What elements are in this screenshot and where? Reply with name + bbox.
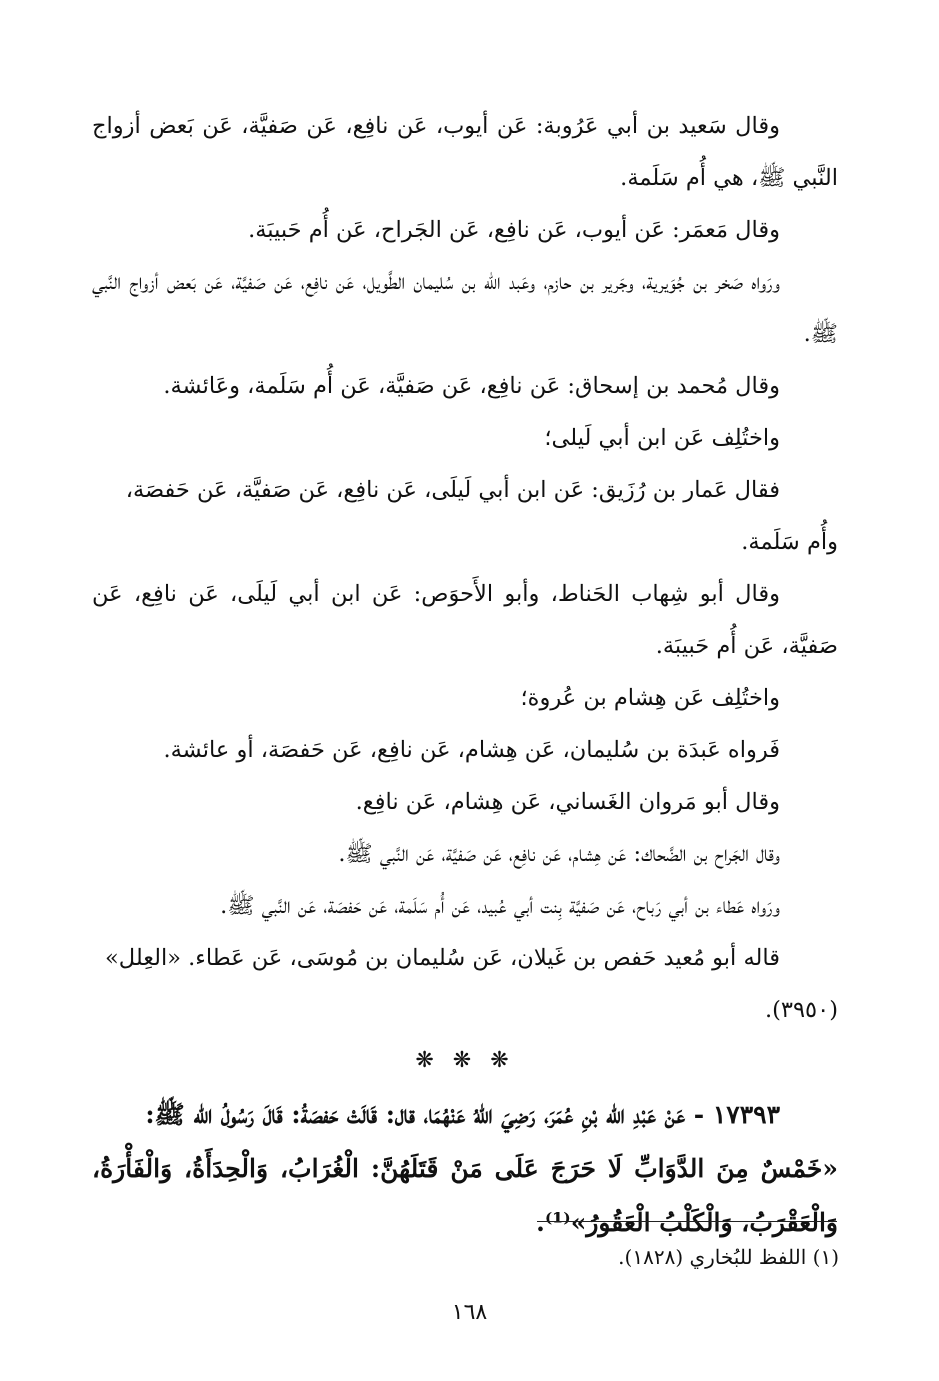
hadith-text: «خَمْسٌ مِنَ الدَّوَابِّ لَا حَرَجَ عَلَى مَنْ قَتَلَهُنَّ: الْغُرَابُ، وَالْحِدَأَةُ، وَالْفَأْرَةُ، وَالْعَقْرَبُ، وَالْكَلْبُ الْعَقُورُ»⁽¹⁾.: [92, 1154, 838, 1237]
paragraph-jarrah-ibn-dahhak: وقال الجَراح بن الضَّحاك: عَن هِشام، عَن نافِع، عَن صَفيَّة، عَن النَّبي ﷺ.: [338, 841, 780, 867]
hadith-dash: -: [693, 1100, 705, 1129]
hadith-intro: عَنْ عَبْدِ الله بْنِ عُمَرَ، رَضِيَ اللهُ عَنْهُمَا، قال: قَالَتْ حَفصَةُ: قَالَ رَسُولُ الله ﷺ:: [145, 1100, 686, 1129]
paragraph-abu-shihab: وقال أبو شِهاب الحَناط، وأبو الأَحوَص: عَن ابن أبي لَيلَى، عَن نافِع، عَن صَفيَّة، عَن أُم حَبيبَة.: [92, 581, 838, 659]
paragraph-saeed-ibn-abi-aruba: وقال سَعيد بن أبي عَرُوبة: عَن أيوب، عَن نافِع، عَن صَفيَّة، عَن بَعض أزواج النَّبي ﷺ، هي أُم سَلَمة.: [92, 113, 838, 191]
paragraph-ata-ibn-abi-rabah: ورَواه عَطاء بن أبي رَباح، عَن صَفيَّة بِنت أبي عُبيد، عَن أُم سَلَمة، عَن حَفصَة، عَن النَّبي ﷺ.: [220, 893, 780, 919]
section-separator: ❋ ❋ ❋: [415, 1048, 515, 1073]
footnote: (١) اللفظ للبُخاري (١٨٢٨).: [618, 1245, 839, 1269]
footnote-divider: [537, 1221, 837, 1222]
page-body: [92, 100, 838, 1250]
hadith-heading: [92, 1088, 838, 1142]
paragraph-abu-marwan: وقال أبو مَروان الغَساني، عَن هِشام، عَن نافِع.: [355, 789, 780, 815]
page-number: ١٦٨: [451, 1300, 488, 1325]
paragraph-sakhr-ibn-juwayriya: ورَواه صَخر بن جُوَيرية، وجَرير بن حازم، وعَبد الله بن سُليمان الطَّويل، عَن نافِع، عَن صَفيَّة، عَن بَعض أزواج النَّبي ﷺ.: [92, 269, 838, 347]
paragraph-ilal-reference: قاله أبو مُعيد حَفص بن غَيلان، عَن سُليمان بن مُوسَى، عَن عَطاء. «العِلل» (٣٩٥٠).: [105, 945, 838, 1023]
paragraph-muhammad-ibn-ishaq: وقال مُحمد بن إسحاق: عَن نافِع، عَن صَفيَّة، عَن أُم سَلَمة، وعَائشة.: [163, 373, 780, 399]
hadith-number: ١٧٣٩٣: [712, 1100, 780, 1129]
paragraph-ikhtilaf-hisham: واختُلِف عَن هِشام بن عُروة؛: [520, 685, 780, 711]
paragraph-ammar-ibn-ruzayq: فقال عَمار بن رُزَيق: عَن ابن أبي لَيلَى، عَن نافِع، عَن صَفيَّة، عَن حَفصَة، وأُم سَلَمة.: [125, 477, 838, 555]
paragraph-mamar: وقال مَعمَر: عَن أيوب، عَن نافِع، عَن الجَراح، عَن أُم حَبيبَة.: [248, 217, 780, 243]
paragraph-abda-ibn-sulayman: فَرواه عَبدَة بن سُليمان، عَن هِشام، عَن نافِع، عَن حَفصَة، أو عائشة.: [163, 737, 780, 763]
paragraph-ikhtilaf-ibn-abi-layla: واختُلِف عَن ابن أبي لَيلى؛: [544, 425, 780, 451]
